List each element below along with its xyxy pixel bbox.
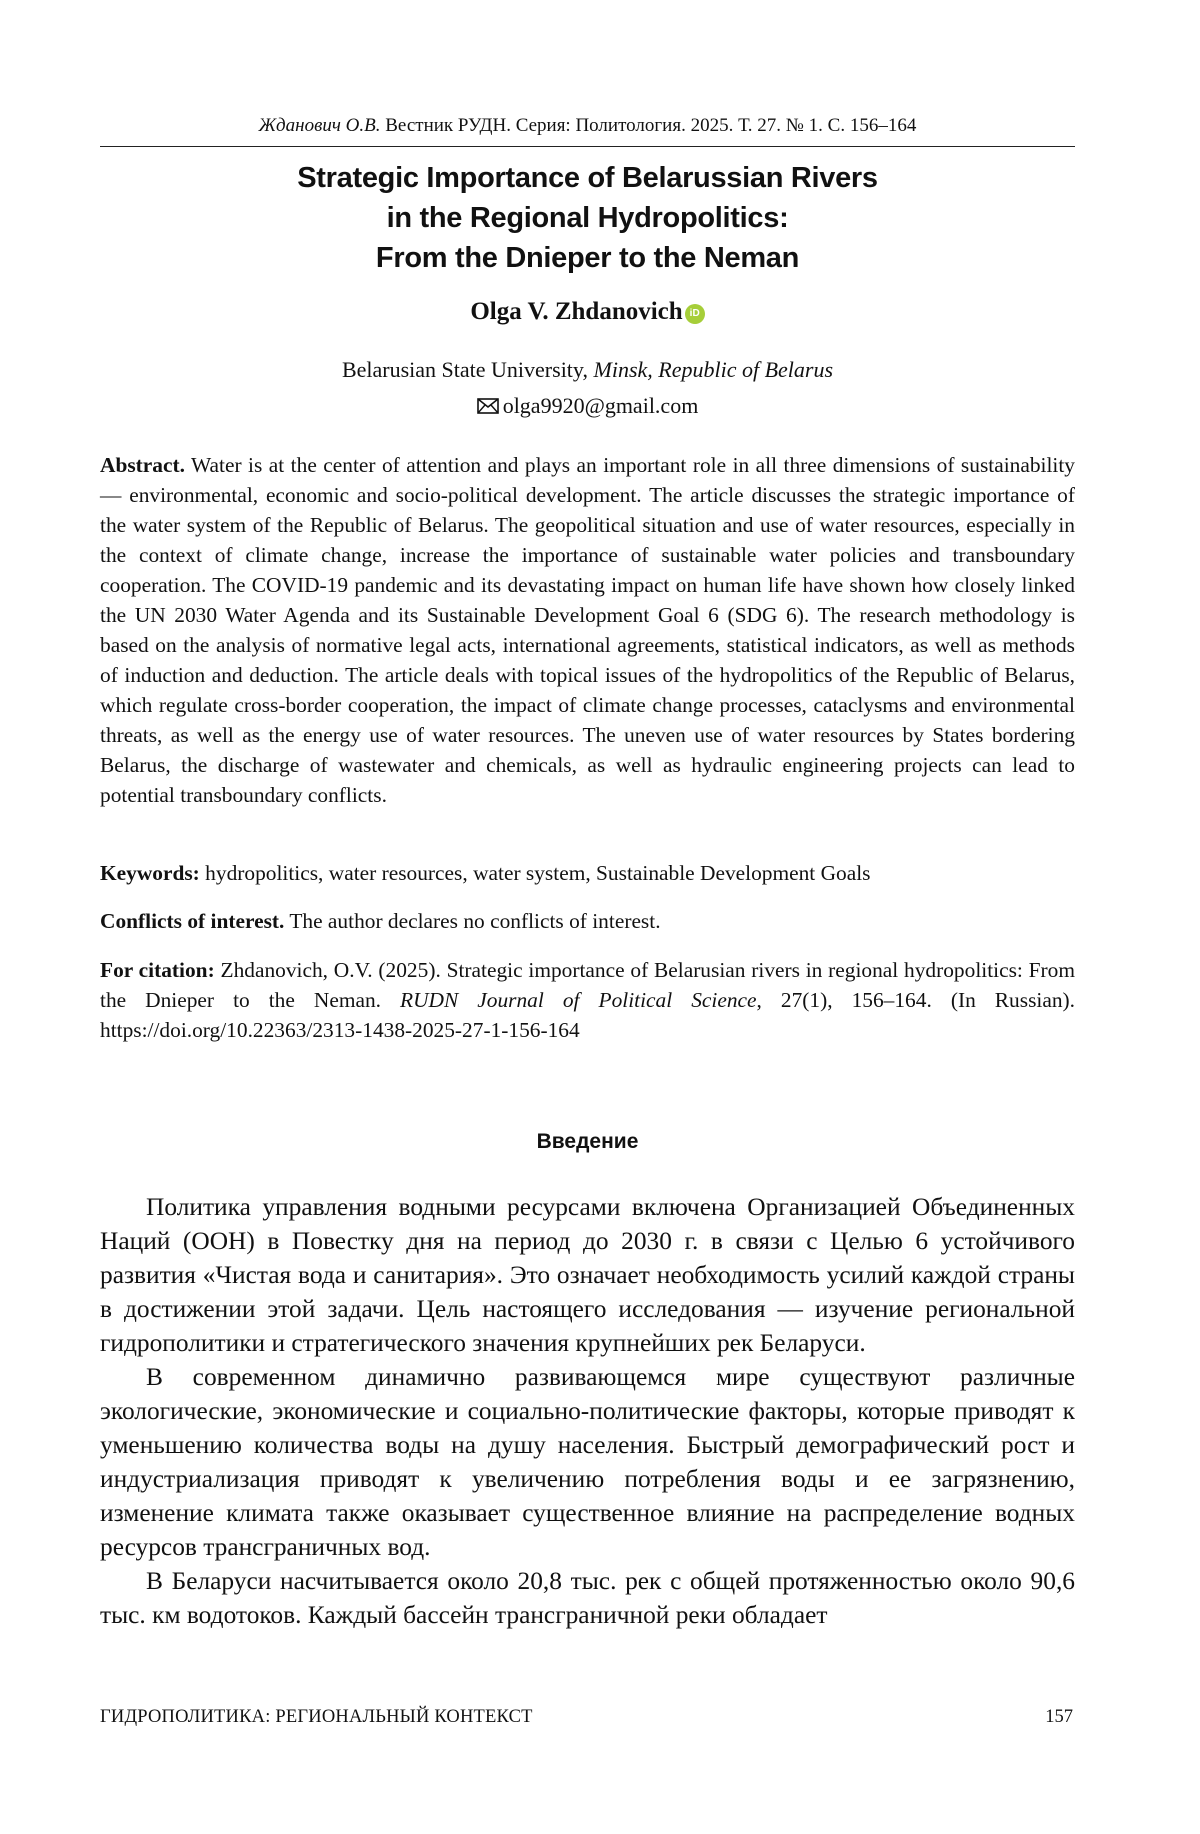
citation-label: For citation: — [100, 958, 215, 982]
abstract-label: Abstract. — [100, 453, 185, 477]
section-title: Введение — [536, 1130, 639, 1153]
body-paragraph-2: В современном динамично развивающемся мире существуют различные экологические, экономические и социально-политические факторы, которые приводят к уменьшению количества воды на душу населения. Быстрый демографический рост и индустриализация приводят к увеличению потребления воды и ее загрязнению, изменение климата также оказывает существенное влияние на распределение водных ресурсов трансграничных вод. — [100, 1363, 1075, 1561]
title-line-2: in the Regional Hydropolitics: — [386, 202, 789, 234]
email-line — [100, 392, 1075, 420]
citation — [100, 955, 1075, 1045]
body-text — [100, 1190, 1075, 1632]
affiliation — [100, 356, 1075, 384]
conflicts-of-interest — [100, 906, 1075, 936]
body-paragraph-1: Политика управления водными ресурсами включена Организацией Объединенных Наций (ООН) в Повестку дня на период до 2030 г. в связи с Целью 6 устойчивого развития «Чистая вода и санитария». Это означает необходимость усилий каждой страны в достижении этой задачи. Цель настоящего исследования — изучение региональной гидрополитики и стратегического значения крупнейших рек Беларуси. — [100, 1193, 1075, 1357]
affiliation-location: Minsk, Republic of Belarus — [593, 357, 834, 382]
keywords-text: hydropolitics, water resources, water system, Sustainable Development Goals — [205, 861, 871, 885]
running-head-journal: Вестник РУДН. Серия: Политология. 2025. Т. 27. № 1. С. 156–164 — [385, 115, 917, 136]
conflicts-label: Conflicts of interest. — [100, 909, 285, 933]
conflicts-text: The author declares no conflicts of interest. — [289, 909, 661, 933]
orcid-icon[interactable]: iD — [685, 304, 705, 324]
author-name: Olga V. Zhdanovich — [470, 298, 683, 325]
running-head — [100, 114, 1075, 138]
title-line-3: From the Dnieper to the Neman — [375, 242, 800, 274]
affiliation-institution: Belarusian State University, — [341, 357, 588, 382]
envelope-icon — [477, 398, 499, 414]
keywords-label: Keywords: — [100, 861, 200, 885]
abstract — [100, 450, 1075, 810]
citation-text-after: , 27(1), 156–164. (In Russian). https://doi.org/10.22363/2313-1438-2025-27-1-156-164 — [100, 988, 1075, 1042]
running-head-authors: Жданович О.В. — [258, 115, 381, 136]
article-title — [100, 158, 1075, 278]
title-line-1: Strategic Importance of Belarussian Rivers — [297, 162, 878, 194]
citation-journal: RUDN Journal of Political Science — [400, 988, 757, 1012]
email-address[interactable]: olga9920@gmail.com — [502, 393, 699, 418]
footer-section-name: ГИДРОПОЛИТИКА: РЕГИОНАЛЬНЫЙ КОНТЕКСТ — [100, 1707, 533, 1727]
abstract-text: Water is at the center of attention and plays an important role in all three dimensions of sustainability — environmental, economic and socio-political development. The article discusses the strategic importance of the water system of the Republic of Belarus. The geopolitical situation and use of water resources, especially in the context of climate change, increase the importance of sustainable water policies and transboundary cooperation. The COVID-19 pandemic and its devastating impact on human life have shown how closely linked the UN 2030 Water Agenda and its Sustainable Development Goal 6 (SDG 6). The research methodology is based on the analysis of normative legal acts, international agreements, statistical indicators, as well as methods of induction and deduction. The article deals with topical issues of the hydropolitics of the Republic of Belarus, which regulate cross-border cooperation, the impact of climate change processes, cataclysms and environmental threats, as well as the energy use of water resources. The uneven use of water resources by States bordering Belarus, the discharge of wastewater and chemicals, as well as hydraulic engineering projects can lead to potential transboundary conflicts. — [100, 453, 1076, 807]
header-rule — [100, 146, 1075, 147]
body-paragraph-3: В Беларуси насчитывается около 20,8 тыс. рек с общей протяженностью около 90,6 тыс. км водотоков. Каждый бассейн трансграничной реки обладает — [100, 1567, 1075, 1629]
author-line — [100, 296, 1075, 328]
page-number: 157 — [1045, 1707, 1073, 1727]
keywords — [100, 858, 1075, 888]
citation-text-before: Zhdanovich, O.V. (2025). Strategic importance of Belarusian rivers in regional hydropolitics: From the Dnieper to the Neman. — [100, 958, 1075, 1012]
